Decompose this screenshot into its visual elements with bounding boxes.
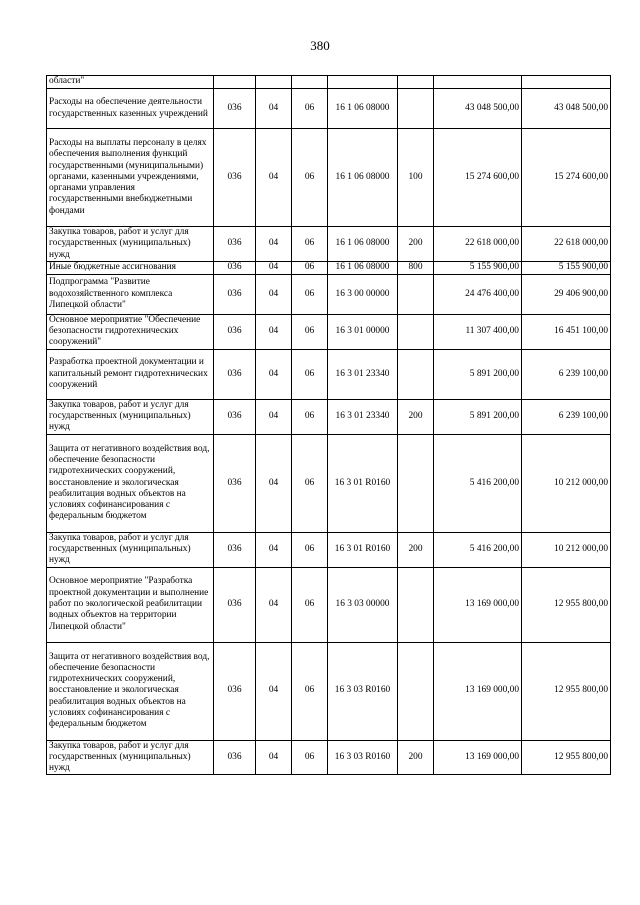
cell-name: Закупка товаров, работ и услуг для государственных (муниципальных) нужд: [47, 399, 214, 434]
cell-code: 036: [214, 642, 256, 740]
table-row: [47, 532, 611, 567]
table-row: [47, 261, 611, 274]
cell-name: Основное мероприятие "Обеспечение безопасности гидротехнических сооружений": [47, 314, 214, 349]
cell-sum-year-2: 12 955 800,00: [522, 642, 611, 740]
cell-sum-year-1: 13 169 000,00: [434, 740, 522, 775]
cell-sum-year-2: 29 406 900,00: [522, 274, 611, 314]
cell-code: [214, 76, 256, 89]
cell-expense-type: [398, 76, 434, 89]
cell-section: 04: [256, 399, 292, 434]
cell-sum-year-1: 5 891 200,00: [434, 399, 522, 434]
cell-section: 04: [256, 349, 292, 399]
cell-section: 04: [256, 532, 292, 567]
cell-subsection: 06: [292, 567, 328, 642]
cell-target-article: 16 3 01 23340: [328, 349, 398, 399]
cell-expense-type: 200: [398, 399, 434, 434]
cell-name: Защита от негативного воздействия вод, обеспечение безопасности гидротехнических сооружений, восстановление и экологическая реабилитация водных объектов на условиях софинансирования с федеральным бюджетом: [47, 642, 214, 740]
cell-target-article: 16 1 06 08000: [328, 89, 398, 129]
cell-section: 04: [256, 227, 292, 262]
table-row: [47, 642, 611, 740]
cell-subsection: 06: [292, 642, 328, 740]
cell-subsection: 06: [292, 261, 328, 274]
cell-code: 036: [214, 434, 256, 532]
cell-expense-type: [398, 274, 434, 314]
cell-code: 036: [214, 129, 256, 227]
cell-subsection: 06: [292, 532, 328, 567]
table-row: [47, 314, 611, 349]
cell-sum-year-1: 43 048 500,00: [434, 89, 522, 129]
cell-sum-year-2: 10 212 000,00: [522, 532, 611, 567]
cell-sum-year-2: 16 451 100,00: [522, 314, 611, 349]
cell-sum-year-2: 10 212 000,00: [522, 434, 611, 532]
page-number: 380: [310, 38, 330, 53]
cell-name: Закупка товаров, работ и услуг для государственных (муниципальных) нужд: [47, 532, 214, 567]
cell-expense-type: 800: [398, 261, 434, 274]
cell-code: 036: [214, 399, 256, 434]
cell-expense-type: 200: [398, 227, 434, 262]
cell-code: 036: [214, 227, 256, 262]
cell-sum-year-2: 43 048 500,00: [522, 89, 611, 129]
cell-sum-year-1: 13 169 000,00: [434, 642, 522, 740]
cell-section: 04: [256, 642, 292, 740]
cell-code: 036: [214, 349, 256, 399]
cell-sum-year-1: 5 416 200,00: [434, 532, 522, 567]
cell-subsection: 06: [292, 129, 328, 227]
cell-sum-year-1: 15 274 600,00: [434, 129, 522, 227]
cell-expense-type: 200: [398, 532, 434, 567]
cell-expense-type: [398, 89, 434, 129]
cell-subsection: 06: [292, 399, 328, 434]
cell-name: Закупка товаров, работ и услуг для государственных (муниципальных) нужд: [47, 740, 214, 775]
cell-code: 036: [214, 314, 256, 349]
cell-name: Подпрограмма "Развитие водохозяйственного комплекса Липецкой области": [47, 274, 214, 314]
cell-code: 036: [214, 532, 256, 567]
cell-name: Иные бюджетные ассигнования: [47, 261, 214, 274]
cell-target-article: 16 3 01 R0160: [328, 434, 398, 532]
cell-sum-year-1: [434, 76, 522, 89]
cell-subsection: 06: [292, 349, 328, 399]
cell-section: 04: [256, 89, 292, 129]
cell-section: 04: [256, 129, 292, 227]
cell-section: 04: [256, 740, 292, 775]
cell-section: 04: [256, 434, 292, 532]
cell-section: 04: [256, 274, 292, 314]
cell-expense-type: [398, 567, 434, 642]
cell-target-article: [328, 76, 398, 89]
cell-sum-year-1: 5 155 900,00: [434, 261, 522, 274]
cell-name: Расходы на обеспечение деятельности государственных казенных учреждений: [47, 89, 214, 129]
cell-sum-year-2: 6 239 100,00: [522, 399, 611, 434]
cell-target-article: 16 3 00 00000: [328, 274, 398, 314]
cell-expense-type: [398, 314, 434, 349]
table-row: [47, 567, 611, 642]
cell-sum-year-1: 5 891 200,00: [434, 349, 522, 399]
cell-section: 04: [256, 314, 292, 349]
table-row: [47, 76, 611, 89]
cell-sum-year-1: 22 618 000,00: [434, 227, 522, 262]
table-row: [47, 227, 611, 262]
budget-table: [46, 75, 611, 775]
cell-code: 036: [214, 89, 256, 129]
cell-subsection: [292, 76, 328, 89]
cell-section: 04: [256, 567, 292, 642]
cell-name: Расходы на выплаты персоналу в целях обеспечения выполнения функций государственными (муниципальными) органами, казенными учреждениями, органами управления государственными внебюджетными фондами: [47, 129, 214, 227]
cell-sum-year-2: 12 955 800,00: [522, 567, 611, 642]
cell-sum-year-2: [522, 76, 611, 89]
cell-sum-year-2: 15 274 600,00: [522, 129, 611, 227]
cell-code: 036: [214, 567, 256, 642]
cell-target-article: 16 3 03 R0160: [328, 740, 398, 775]
cell-target-article: 16 1 06 08000: [328, 227, 398, 262]
table-body: [47, 76, 611, 775]
cell-expense-type: [398, 642, 434, 740]
cell-name: Закупка товаров, работ и услуг для государственных (муниципальных) нужд: [47, 227, 214, 262]
cell-sum-year-1: 5 416 200,00: [434, 434, 522, 532]
cell-name: Защита от негативного воздействия вод, обеспечение безопасности гидротехнических сооружений, восстановление и экологическая реабилитация водных объектов на условиях софинансирования с федеральным бюджетом: [47, 434, 214, 532]
cell-subsection: 06: [292, 227, 328, 262]
cell-subsection: 06: [292, 314, 328, 349]
cell-name: Основное мероприятие "Разработка проектной документации и выполнение работ по экологической реабилитации водных объектов на территории Липецкой области": [47, 567, 214, 642]
cell-code: 036: [214, 261, 256, 274]
cell-section: 04: [256, 261, 292, 274]
cell-name: области": [47, 76, 214, 89]
cell-expense-type: [398, 349, 434, 399]
cell-expense-type: 200: [398, 740, 434, 775]
cell-expense-type: [398, 434, 434, 532]
table-row: [47, 740, 611, 775]
table-row: [47, 399, 611, 434]
cell-section: [256, 76, 292, 89]
cell-sum-year-2: 22 618 000,00: [522, 227, 611, 262]
cell-sum-year-2: 5 155 900,00: [522, 261, 611, 274]
table-row: [47, 274, 611, 314]
cell-expense-type: 100: [398, 129, 434, 227]
cell-code: 036: [214, 740, 256, 775]
cell-sum-year-1: 24 476 400,00: [434, 274, 522, 314]
table-row: [47, 129, 611, 227]
cell-subsection: 06: [292, 434, 328, 532]
cell-sum-year-2: 12 955 800,00: [522, 740, 611, 775]
cell-target-article: 16 3 01 23340: [328, 399, 398, 434]
table-row: [47, 349, 611, 399]
cell-target-article: 16 3 03 R0160: [328, 642, 398, 740]
cell-sum-year-2: 6 239 100,00: [522, 349, 611, 399]
cell-target-article: 16 3 01 00000: [328, 314, 398, 349]
cell-target-article: 16 1 06 08000: [328, 129, 398, 227]
cell-target-article: 16 3 03 00000: [328, 567, 398, 642]
cell-subsection: 06: [292, 274, 328, 314]
cell-target-article: 16 1 06 08000: [328, 261, 398, 274]
cell-name: Разработка проектной документации и капитальный ремонт гидротехнических сооружений: [47, 349, 214, 399]
cell-subsection: 06: [292, 89, 328, 129]
cell-subsection: 06: [292, 740, 328, 775]
cell-code: 036: [214, 274, 256, 314]
cell-sum-year-1: 11 307 400,00: [434, 314, 522, 349]
cell-sum-year-1: 13 169 000,00: [434, 567, 522, 642]
table-row: [47, 89, 611, 129]
table-row: [47, 434, 611, 532]
cell-target-article: 16 3 01 R0160: [328, 532, 398, 567]
